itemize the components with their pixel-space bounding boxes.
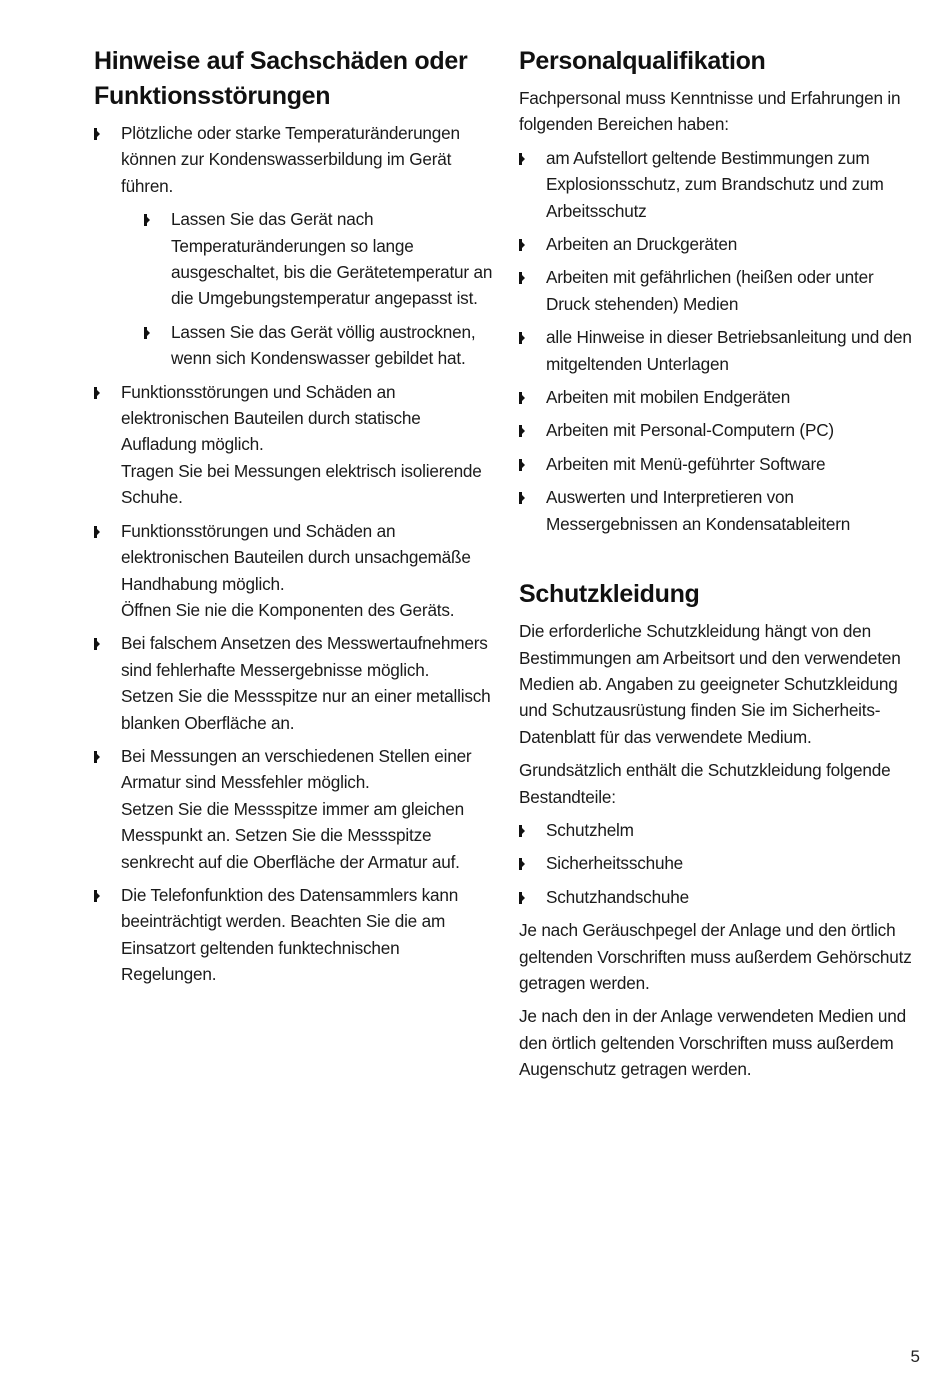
list-item-text: am Aufstellort geltende Bestimmungen zum Explosionsschutz, zum Brandschutz und zum Arbeitsschutz bbox=[546, 147, 884, 221]
list-item-text: Sicherheitsschuhe bbox=[546, 853, 684, 874]
list-item-text: Auswerten und Interpretieren von Messergebnissen an Kondensatableitern bbox=[546, 487, 851, 534]
list-item-text: Arbeiten mit Personal-Computern (PC) bbox=[546, 420, 834, 441]
list-item-text: Arbeiten mit Menü-geführter Software bbox=[546, 453, 826, 474]
heading-protective-clothing: Schutzkleidung bbox=[519, 580, 700, 609]
clothing-paragraph-2: Grundsätzlich enthält die Schutzkleidung folgende Bestandteile: bbox=[519, 760, 891, 807]
list-item-text: Schutzhelm bbox=[546, 819, 634, 840]
sub-list-item-text: Lassen Sie das Gerät völlig austrocknen, wenn sich Kondenswasser gebildet hat. bbox=[171, 321, 476, 369]
bullet-icon bbox=[519, 153, 525, 165]
list-item-instruction: Öffnen Sie nie die Komponenten des Geräts. bbox=[121, 599, 455, 620]
list-item-text: Funktionsstörungen und Schäden an elektronischen Bauteilen durch statische Aufladung möglich. bbox=[121, 381, 421, 455]
heading-material-damage: Hinweise auf Sachschäden oder Funktionsstörungen bbox=[94, 47, 468, 110]
list-item bbox=[519, 264, 919, 317]
list-item-text: Plötzliche oder starke Temperaturänderungen können zur Kondenswasserbildung im Gerät führen. bbox=[121, 123, 460, 196]
list-item bbox=[519, 231, 919, 257]
list-item-text: alle Hinweise in dieser Betriebsanleitung und den mitgeltenden Unterlagen bbox=[546, 327, 912, 374]
list-item-text: Die Telefonfunktion des Datensammlers kann beeinträchtigt werden. Beachten Sie die am Einsatzort geltenden funktechnischen Regelungen. bbox=[121, 884, 459, 985]
list-item-text: Arbeiten mit gefährlichen (heißen oder unter Druck stehenden) Medien bbox=[546, 267, 874, 314]
bullet-icon bbox=[519, 425, 525, 437]
bullet-icon bbox=[519, 858, 525, 870]
list-item bbox=[94, 743, 498, 875]
sub-list-item bbox=[144, 319, 498, 372]
list-item-text: Schutzhandschuhe bbox=[546, 886, 690, 907]
bullet-icon bbox=[519, 332, 525, 344]
qualification-list bbox=[519, 145, 919, 537]
list-item bbox=[94, 518, 498, 624]
right-column bbox=[519, 44, 919, 1090]
clothing-paragraph-3: Je nach Geräuschpegel der Anlage und den örtlich geltenden Vorschriften muss außerdem Gehörschutz getragen werden. bbox=[519, 920, 912, 993]
list-item bbox=[94, 630, 498, 736]
list-item-instruction: Setzen Sie die Messspitze nur an einer metallisch blanken Oberfläche an. bbox=[121, 686, 491, 733]
clothing-paragraph-4: Je nach den in der Anlage verwendeten Medien und den örtlich geltenden Vorschriften muss außerdem Augenschutz getragen werden. bbox=[519, 1006, 906, 1080]
bullet-icon bbox=[519, 492, 525, 504]
heading-personnel-qualification: Personalqualifikation bbox=[519, 47, 766, 75]
bullet-icon bbox=[519, 392, 525, 404]
bullet-icon bbox=[94, 387, 100, 399]
list-item bbox=[519, 324, 919, 377]
list-item-instruction: Tragen Sie bei Messungen elektrisch isolierende Schuhe. bbox=[121, 460, 482, 508]
bullet-icon bbox=[519, 892, 525, 904]
sub-list bbox=[121, 206, 498, 371]
left-column bbox=[94, 44, 498, 995]
clothing-paragraph-1: Die erforderliche Schutzkleidung hängt von den Bestimmungen am Arbeitsort und den verwendeten Medien ab. Angaben zu geeigneter Schutzkleidung und Schutzausrüstung finden Sie im Sicherheits-Datenblatt für das verwendete Medium. bbox=[519, 621, 901, 747]
list-item-text: Arbeiten mit mobilen Endgeräten bbox=[546, 387, 791, 408]
bullet-icon bbox=[519, 459, 525, 471]
sub-list-item-text: Lassen Sie das Gerät nach Temperaturänderungen so lange ausgeschaltet, bis die Gerätetemperatur an die Umgebungstemperatur angepasst ist. bbox=[171, 209, 493, 309]
bullet-icon bbox=[519, 825, 525, 837]
list-item bbox=[519, 484, 919, 537]
clothing-list bbox=[519, 817, 919, 910]
list-item bbox=[519, 451, 919, 477]
bullet-icon bbox=[94, 890, 100, 902]
list-item bbox=[519, 145, 919, 224]
list-item-text: Bei Messungen an verschiedenen Stellen einer Armatur sind Messfehler möglich. bbox=[121, 745, 472, 793]
material-damage-list bbox=[94, 120, 498, 988]
list-item bbox=[519, 884, 919, 910]
qualification-intro: Fachpersonal muss Kenntnisse und Erfahrungen in folgenden Bereichen haben: bbox=[519, 88, 901, 135]
list-item bbox=[94, 882, 498, 988]
bullet-icon bbox=[94, 526, 100, 538]
list-item-instruction: Setzen Sie die Messspitze immer am gleichen Messpunkt an. Setzen Sie die Messspitze senkrecht auf die Oberfläche der Armatur auf. bbox=[121, 798, 464, 872]
list-item bbox=[519, 817, 919, 843]
bullet-icon bbox=[94, 751, 100, 763]
list-item bbox=[94, 120, 498, 372]
bullet-icon bbox=[519, 239, 525, 251]
bullet-icon bbox=[519, 272, 525, 284]
bullet-icon bbox=[94, 638, 100, 650]
bullet-icon bbox=[144, 214, 150, 226]
list-item bbox=[94, 379, 498, 511]
list-item bbox=[519, 417, 919, 443]
page-number: 5 bbox=[910, 1347, 920, 1366]
sub-list-item bbox=[144, 206, 498, 312]
list-item-text: Bei falschem Ansetzen des Messwertaufnehmers sind fehlerhafte Messergebnisse möglich. bbox=[121, 633, 488, 680]
list-item bbox=[519, 850, 919, 876]
bullet-icon bbox=[144, 327, 150, 339]
list-item bbox=[519, 384, 919, 410]
list-item-text: Funktionsstörungen und Schäden an elektronischen Bauteilen durch unsachgemäße Handhabung möglich. bbox=[121, 520, 471, 594]
bullet-icon bbox=[94, 128, 100, 140]
list-item-text: Arbeiten an Druckgeräten bbox=[546, 234, 738, 255]
